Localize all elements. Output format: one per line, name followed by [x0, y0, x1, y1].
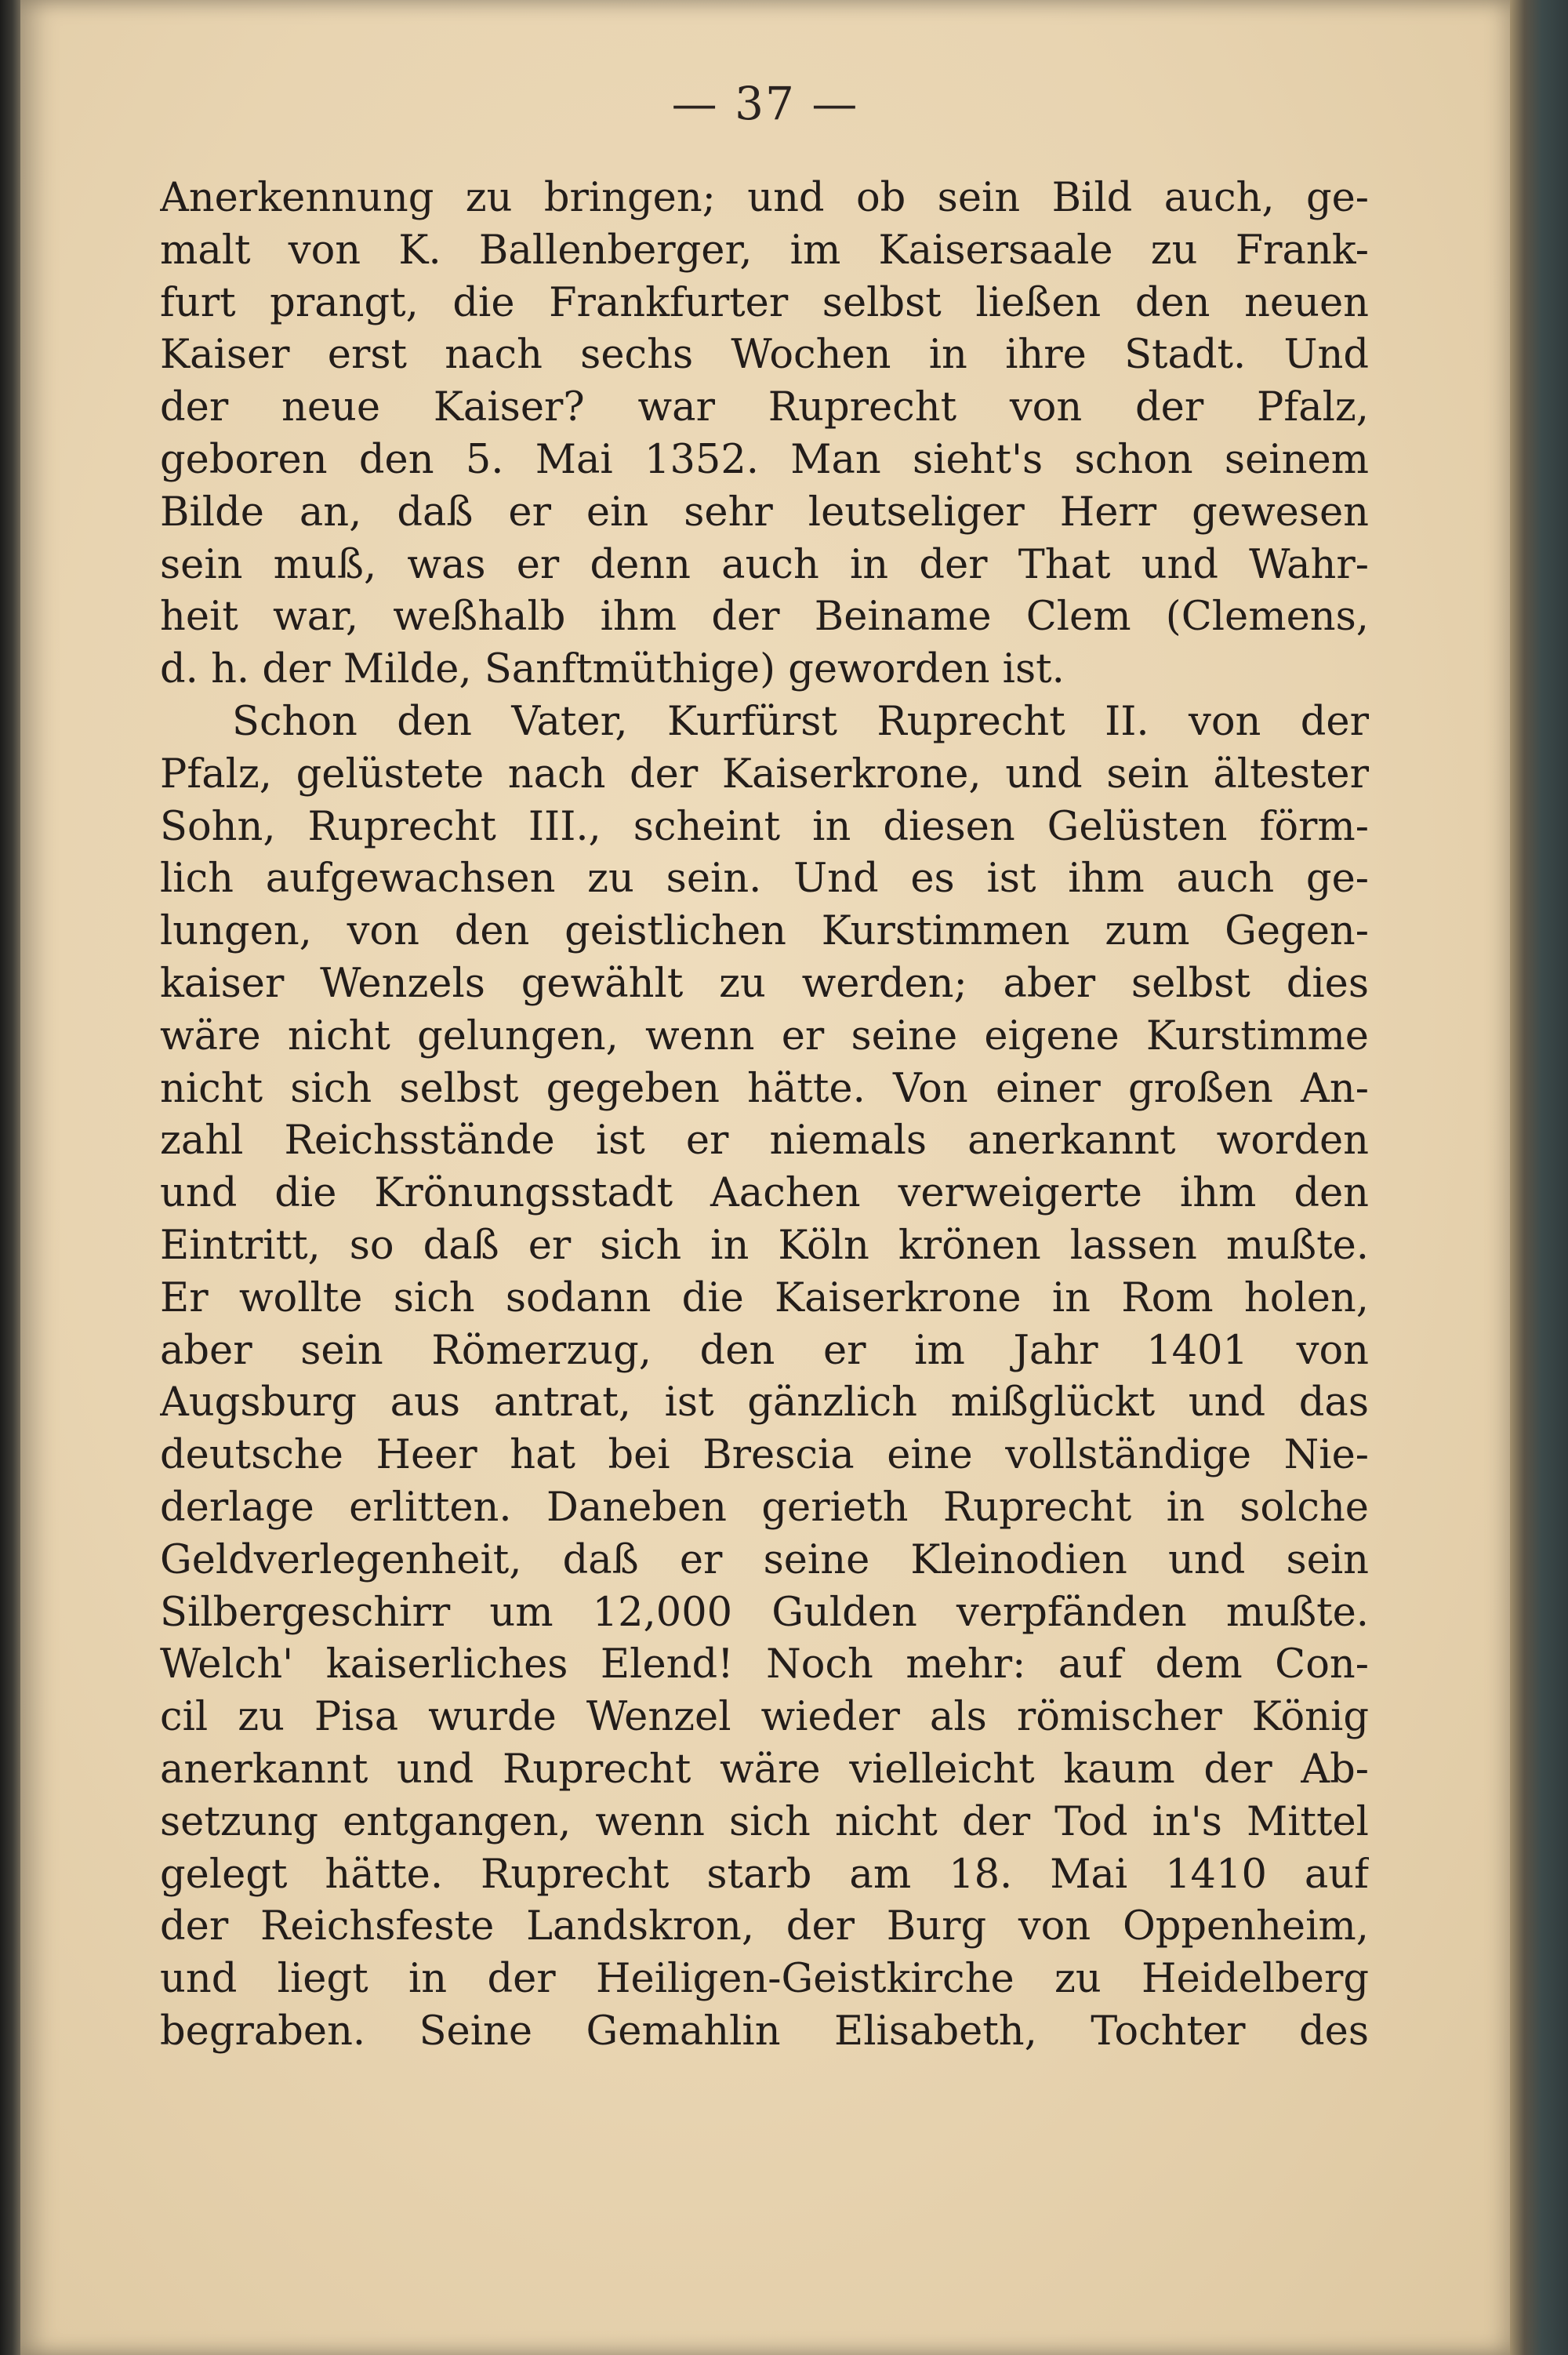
text-line: Geldverlegenheit, daß er seine Kleinodien und sein [160, 1536, 1369, 1583]
text-line: wäre nicht gelungen, wenn er seine eigene Kurstimme [160, 1012, 1369, 1059]
text-line: Eintritt, so daß er sich in Köln krönen lassen mußte. [160, 1222, 1369, 1269]
text-line: d. h. der Milde, Sanftmüthige) geworden ist. [160, 646, 1065, 693]
text-line: malt von K. Ballenberger, im Kaisersaale zu Frank- [160, 227, 1369, 274]
text-line: geboren den 5. Mai 1352. Man sieht's schon seinem [160, 436, 1369, 483]
text-line: deutsche Heer hat bei Brescia eine vollständige Nie- [160, 1432, 1369, 1479]
text-line: und die Krönungsstadt Aachen verweigerte ihm den [160, 1170, 1369, 1217]
text-line: gelegt hätte. Ruprecht starb am 18. Mai 1410 auf [160, 1851, 1369, 1898]
text-line: sein muß, was er denn auch in der That und Wahr- [160, 541, 1369, 588]
text-line: lich aufgewachsen zu sein. Und es ist ihm auch ge- [160, 856, 1369, 903]
text-line: Bilde an, daß er ein sehr leutseliger Herr gewesen [160, 489, 1369, 536]
text-line: begraben. Seine Gemahlin Elisabeth, Tochter des [160, 2008, 1369, 2055]
text-line: und liegt in der Heiligen-Geistkirche zu Heidelberg [160, 1956, 1369, 2003]
text-line: Kaiser erst nach sechs Wochen in ihre Stadt. Und [160, 332, 1369, 379]
text-line: aber sein Römerzug, den er im Jahr 1401 von [160, 1327, 1369, 1374]
text-line: Augsburg aus antrat, ist gänzlich mißglückt und das [160, 1379, 1369, 1426]
text-line: Sohn, Ruprecht III., scheint in diesen Gelüsten förm- [160, 803, 1369, 850]
text-line: anerkannt und Ruprecht wäre vielleicht kaum der Ab- [160, 1746, 1369, 1793]
text-line: setzung entgangen, wenn sich nicht der Tod in's Mittel [160, 1798, 1369, 1845]
text-line: lungen, von den geistlichen Kurstimmen zum Gegen- [160, 908, 1369, 955]
page-number: — 37 — [671, 77, 859, 130]
text-line: kaiser Wenzels gewählt zu werden; aber selbst dies [160, 960, 1369, 1007]
text-line: Schon den Vater, Kurfürst Ruprecht II. von der [232, 698, 1369, 745]
text-line: furt prangt, die Frankfurter selbst ließen den neuen [160, 279, 1369, 326]
text-line: Anerkennung zu bringen; und ob sein Bild auch, ge- [160, 175, 1369, 221]
text-line: Er wollte sich sodann die Kaiserkrone in Rom holen, [160, 1274, 1369, 1321]
text-line: cil zu Pisa wurde Wenzel wieder als römischer König [160, 1694, 1369, 1741]
book-spine-left [0, 0, 20, 2355]
text-line: der Reichsfeste Landskron, der Burg von Oppenheim, [160, 1903, 1369, 1950]
text-line: heit war, weßhalb ihm der Beiname Clem (Clemens, [160, 594, 1369, 641]
text-line: Welch' kaiserliches Elend! Noch mehr: auf dem Con- [160, 1641, 1369, 1688]
book-edge-right [1510, 0, 1568, 2355]
text-line: der neue Kaiser? war Ruprecht von der Pfalz, [160, 384, 1369, 431]
book-page [20, 0, 1510, 2355]
text-line: Silbergeschirr um 12,000 Gulden verpfänden mußte. [160, 1589, 1369, 1636]
body-text [160, 173, 1369, 2059]
text-line: derlage erlitten. Daneben gerieth Ruprecht in solche [160, 1484, 1369, 1531]
text-line: zahl Reichsstände ist er niemals anerkannt worden [160, 1118, 1369, 1165]
text-line: nicht sich selbst gegeben hätte. Von einer großen An- [160, 1065, 1369, 1112]
text-line: Pfalz, gelüstete nach der Kaiserkrone, und sein ältester [160, 750, 1369, 798]
